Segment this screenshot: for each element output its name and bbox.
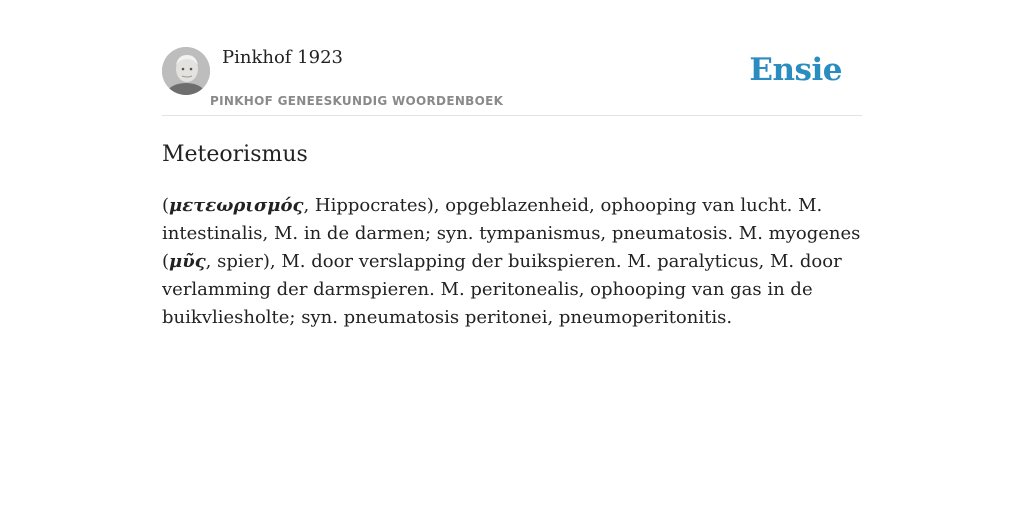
entry-definition <box>162 192 862 332</box>
greek-term-1: μετεωρισμός <box>169 195 304 216</box>
entry-header <box>162 0 862 116</box>
entry-card <box>162 0 862 512</box>
ensie-logo[interactable]: Ensie <box>749 52 842 88</box>
definition-text-2: , Hippocrates), opgeblazenheid, ophooping van lucht. M. intestinalis, M. in de darmen; syn. tympanismus, pneumatosis. M. myogenes ( <box>162 195 861 272</box>
entry-headword: Meteorismus <box>162 142 308 167</box>
definition-text-1: ( <box>162 195 170 216</box>
source-title[interactable]: PINKHOF GENEESKUNDIG WOORDENBOEK <box>210 94 504 108</box>
author-avatar[interactable] <box>162 47 210 95</box>
portrait-icon <box>162 47 210 95</box>
definition-text-3: , spier), M. door verslapping der buikspieren. M. paralyticus, M. door verlamming der darmspieren. M. peritonealis, ophooping van gas in de buikvliesholte; syn. pneumatosis peritonei, pneumoperitonitis. <box>162 251 842 328</box>
greek-term-2: μῦς <box>169 251 206 272</box>
author-name[interactable]: Pinkhof 1923 <box>222 47 343 68</box>
